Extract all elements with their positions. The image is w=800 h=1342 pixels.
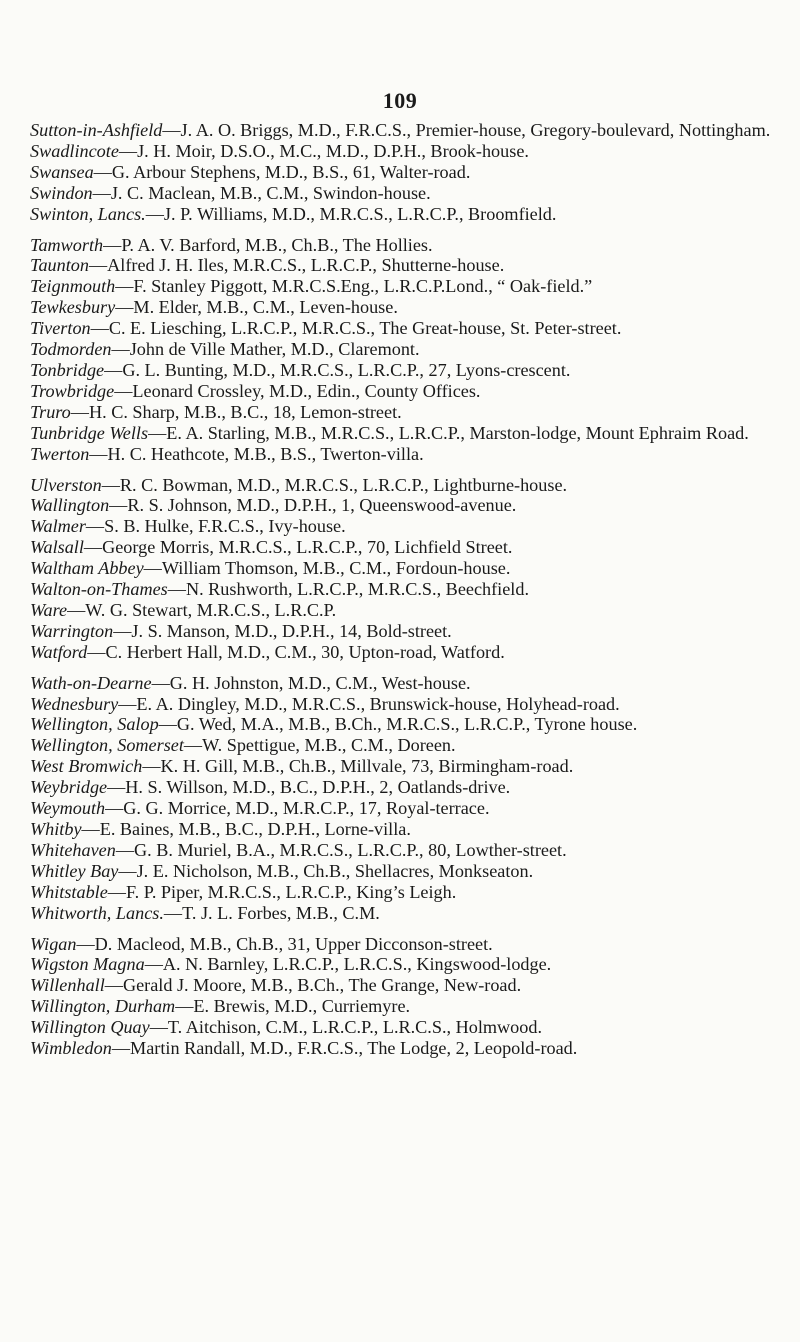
- directory-entry: [30, 903, 775, 924]
- page-number: 109: [382, 88, 418, 113]
- entry-separator: —: [144, 954, 163, 975]
- directory-entry: [30, 204, 775, 225]
- entry-details: H. S. Willson, M.D., B.C., D.P.H., 2, Oatlands-drive.: [125, 777, 511, 798]
- entry-details: G. Wed, M.A., M.B., B.Ch., M.R.C.S., L.R.C.P., Tyrone house.: [176, 714, 638, 735]
- directory-entry: [30, 276, 775, 297]
- entry-place: Wath-on-Dearne: [30, 672, 152, 693]
- directory-entry: [30, 756, 775, 777]
- directory-entry: [30, 735, 775, 756]
- entry-details: J. S. Manson, M.D., D.P.H., 14, Bold-street.: [131, 620, 452, 641]
- entry-place: Tonbridge: [30, 359, 105, 380]
- entry-separator: —: [115, 276, 134, 297]
- directory-entry: [30, 495, 775, 516]
- entry-place: Whitstable: [30, 881, 108, 902]
- entry-details: T. J. L. Forbes, M.B., C.M.: [182, 902, 380, 923]
- directory-entry: [30, 402, 775, 423]
- entry-details: F. P. Piper, M.R.C.S., L.R.C.P., King’s Leigh.: [125, 881, 457, 902]
- entry-place: Tamworth: [30, 234, 104, 255]
- entry-details: Alfred J. H. Iles, M.R.C.S., L.R.C.P., Shutterne-house.: [107, 255, 505, 276]
- entry-place: Wigston Magna: [30, 954, 145, 975]
- directory-entry: [30, 120, 775, 141]
- entry-details: E. A. Dingley, M.D., M.R.C.S., Brunswick-house, Holyhead-road.: [136, 693, 620, 714]
- entry-separator: —: [118, 140, 138, 161]
- directory-entry: [30, 840, 775, 861]
- entry-details: C. E. Liesching, L.R.C.P., M.R.C.S., The Great-house, St. Peter-street.: [108, 318, 622, 339]
- entry-place: Walton-on-Thames: [30, 579, 168, 600]
- entry-place: Swansea: [30, 161, 94, 182]
- directory-entry: [30, 798, 775, 819]
- entry-place: Todmorden: [30, 339, 112, 360]
- entry-place: Wednesbury: [30, 693, 119, 714]
- entry-separator: —: [90, 318, 109, 339]
- directory-entry: [30, 381, 775, 402]
- directory-entry: [30, 558, 775, 579]
- entry-place: Weybridge: [30, 777, 108, 798]
- entry-place: Whitworth, Lancs.: [30, 902, 164, 923]
- entry-place: West Bromwich: [30, 756, 143, 777]
- entry-separator: —: [158, 714, 177, 735]
- entry-place: Watford: [30, 641, 88, 662]
- entry-separator: —: [175, 996, 194, 1017]
- entry-details: J. E. Nicholson, M.B., Ch.B., Shellacres, Monkseaton.: [136, 860, 534, 881]
- entry-details: J. H. Moir, D.S.O., M.C., M.D., D.P.H., Brook-house.: [137, 140, 529, 161]
- entry-details: Leonard Crossley, M.D., Edin., County Offices.: [132, 380, 481, 401]
- entry-details: E. A. Starling, M.B., M.R.C.S., L.R.C.P., Marston-lodge, Mount Ephraim Road.: [166, 422, 749, 443]
- entry-separator: —: [92, 182, 111, 203]
- entry-separator: —: [142, 756, 161, 777]
- entry-details: F. Stanley Piggott, M.R.C.S.Eng., L.R.C.P.Lond., “ Oak-field.”: [133, 276, 593, 297]
- directory-entry: [30, 537, 775, 558]
- entry-separator: —: [76, 933, 95, 954]
- directory-entry: [30, 694, 775, 715]
- directory-entry: [30, 1017, 775, 1038]
- entry-details: W. G. Stewart, M.R.C.S., L.R.C.P.: [85, 599, 337, 620]
- entry-separator: —: [113, 620, 132, 641]
- directory-entry: [30, 162, 775, 183]
- entry-separator: —: [114, 380, 133, 401]
- entry-details: G. L. Bunting, M.D., M.R.C.S., L.R.C.P., 27, Lyons-crescent.: [122, 359, 571, 380]
- entry-separator: —: [81, 819, 100, 839]
- entry-place: Whitby: [30, 819, 82, 839]
- entry-separator: —: [115, 839, 135, 860]
- directory-entry: [30, 423, 775, 444]
- entry-place: Walsall: [30, 537, 84, 558]
- directory-entry: [30, 673, 775, 694]
- entry-details: J. P. Williams, M.D., M.R.C.S., L.R.C.P., Broomfield.: [163, 203, 557, 224]
- directory-entry: [30, 600, 775, 621]
- directory-entry: [30, 954, 775, 975]
- directory-entry: [30, 255, 775, 276]
- entry-place: Tiverton: [30, 318, 91, 339]
- entry-separator: —: [115, 297, 134, 318]
- entry-separator: —: [85, 516, 105, 537]
- directory-entry: [30, 714, 775, 735]
- entry-separator: —: [88, 255, 108, 276]
- directory-list: [30, 120, 775, 1059]
- entry-place: Taunton: [30, 255, 89, 276]
- entry-separator: —: [183, 735, 203, 756]
- directory-entry: [30, 579, 775, 600]
- entry-separator: —: [104, 975, 123, 996]
- entry-separator: —: [105, 798, 124, 819]
- entry-separator: —: [104, 359, 123, 380]
- entry-details: G. B. Muriel, B.A., M.R.C.S., L.R.C.P., 80, Lowther-street.: [134, 839, 567, 860]
- entry-details: M. Elder, M.B., C.M., Leven-house.: [133, 297, 398, 318]
- entry-place: Willington, Durham: [30, 996, 176, 1017]
- entry-place: Twerton: [30, 443, 90, 464]
- directory-entry: [30, 621, 775, 642]
- entry-place: Whitley Bay: [30, 860, 119, 881]
- entry-separator: —: [83, 537, 103, 558]
- entry-details: A. N. Barnley, L.R.C.P., L.R.C.S., Kingswood-lodge.: [162, 954, 552, 975]
- entry-details: Martin Randall, M.D., F.R.C.S., The Lodge, 2, Leopold-road.: [130, 1038, 578, 1059]
- directory-entry: [30, 882, 775, 903]
- entry-details: G. G. Morrice, M.D., M.R.C.P., 17, Royal-terrace.: [123, 798, 490, 819]
- entry-place: Wellington, Salop: [30, 714, 159, 735]
- entry-place: Sutton-in-Ashfield: [30, 120, 163, 140]
- entry-details: C. Herbert Hall, M.D., C.M., 30, Upton-road, Watford.: [105, 641, 505, 662]
- directory-entry: [30, 183, 775, 204]
- entry-place: Truro: [30, 401, 71, 422]
- entry-separator: —: [167, 579, 186, 600]
- entry-place: Swadlincote: [30, 140, 119, 161]
- entry-separator: —: [109, 495, 128, 516]
- entry-details: D. Macleod, M.B., Ch.B., 31, Upper Dicconson-street.: [94, 933, 493, 954]
- directory-entry: [30, 819, 775, 840]
- entry-place: Swinton, Lancs.: [30, 203, 146, 224]
- entry-details: N. Rushworth, L.R.C.P., M.R.C.S., Beechfield.: [185, 579, 530, 600]
- directory-entry: [30, 516, 775, 537]
- entry-place: Waltham Abbey: [30, 558, 144, 579]
- entry-details: W. Spettigue, M.B., C.M., Doreen.: [202, 735, 456, 756]
- directory-entry: [30, 235, 775, 256]
- entry-place: Ware: [30, 599, 68, 620]
- entry-details: Gerald J. Moore, M.B., B.Ch., The Grange, New-road.: [122, 975, 522, 996]
- directory-entry: [30, 297, 775, 318]
- directory-entry: [30, 934, 775, 955]
- entry-separator: —: [149, 1017, 168, 1038]
- entry-details: George Morris, M.R.C.S., L.R.C.P., 70, Lichfield Street.: [102, 537, 513, 558]
- entry-separator: —: [162, 120, 181, 140]
- entry-separator: —: [143, 558, 162, 579]
- entry-details: R. C. Bowman, M.D., M.R.C.S., L.R.C.P., Lightburne-house.: [119, 474, 568, 495]
- entry-separator: —: [163, 902, 183, 923]
- directory-entry: [30, 642, 775, 663]
- directory-entry: [30, 861, 775, 882]
- entry-separator: —: [70, 401, 89, 422]
- entry-place: Weymouth: [30, 798, 106, 819]
- entry-separator: —: [145, 203, 164, 224]
- directory-entry: [30, 475, 775, 496]
- entry-details: E. Baines, M.B., B.C., D.P.H., Lorne-villa.: [99, 819, 411, 839]
- directory-entry: [30, 339, 775, 360]
- entry-separator: —: [107, 777, 126, 798]
- entry-place: Trowbridge: [30, 380, 115, 401]
- entry-separator: —: [67, 599, 86, 620]
- entry-place: Wimbledon: [30, 1038, 112, 1059]
- directory-entry: [30, 444, 775, 465]
- directory-entry: [30, 777, 775, 798]
- directory-entry: [30, 360, 775, 381]
- entry-place: Walmer: [30, 516, 86, 537]
- directory-entry: [30, 1038, 775, 1059]
- entry-place: Whitehaven: [30, 839, 116, 860]
- entry-details: S. B. Hulke, F.R.C.S., Ivy-house.: [104, 516, 346, 537]
- entry-place: Willenhall: [30, 975, 105, 996]
- entry-details: H. C. Sharp, M.B., B.C., 18, Lemon-street.: [88, 401, 402, 422]
- entry-separator: —: [93, 161, 112, 182]
- entry-details: G. Arbour Stephens, M.D., B.S., 61, Walter-road.: [111, 161, 471, 182]
- entry-details: H. C. Heathcote, M.B., B.S., Twerton-villa.: [107, 443, 424, 464]
- entry-separator: —: [118, 860, 137, 881]
- directory-entry: [30, 996, 775, 1017]
- entry-details: J. C. Maclean, M.B., C.M., Swindon-house.: [110, 182, 431, 203]
- entry-separator: —: [111, 1038, 131, 1059]
- entry-place: Swindon: [30, 182, 93, 203]
- entry-separator: —: [89, 443, 108, 464]
- entry-separator: —: [87, 641, 106, 662]
- directory-entry: [30, 975, 775, 996]
- entry-place: Wigan: [30, 933, 77, 954]
- directory-entry: [30, 141, 775, 162]
- entry-separator: —: [103, 234, 122, 255]
- directory-entry: [30, 318, 775, 339]
- entry-place: Teignmouth: [30, 276, 116, 297]
- entry-details: K. H. Gill, M.B., Ch.B., Millvale, 73, Birmingham-road.: [160, 756, 574, 777]
- entry-separator: —: [151, 672, 170, 693]
- entry-separator: —: [118, 693, 137, 714]
- entry-separator: —: [148, 422, 167, 443]
- entry-place: Warrington: [30, 620, 114, 641]
- entry-details: E. Brewis, M.D., Curriemyre.: [193, 996, 411, 1017]
- entry-place: Tewkesbury: [30, 297, 116, 318]
- entry-details: T. Aitchison, C.M., L.R.C.P., L.R.C.S., Holmwood.: [167, 1017, 542, 1038]
- entry-separator: —: [107, 881, 126, 902]
- entry-place: Ulverston: [30, 474, 102, 495]
- entry-place: Willington Quay: [30, 1017, 150, 1038]
- entry-details: P. A. V. Barford, M.B., Ch.B., The Hollies.: [121, 234, 433, 255]
- entry-separator: —: [111, 339, 130, 360]
- entry-details: G. H. Johnston, M.D., C.M., West-house.: [169, 672, 471, 693]
- entry-details: J. A. O. Briggs, M.D., F.R.C.S., Premier-house, Gregory-boulevard, Nottingham.: [180, 120, 771, 140]
- entry-separator: —: [101, 474, 120, 495]
- entry-place: Wallington: [30, 495, 110, 516]
- entry-place: Wellington, Somerset: [30, 735, 184, 756]
- entry-place: Tunbridge Wells: [30, 422, 149, 443]
- entry-details: William Thomson, M.B., C.M., Fordoun-house.: [161, 558, 511, 579]
- entry-details: John de Ville Mather, M.D., Claremont.: [129, 339, 420, 360]
- entry-details: R. S. Johnson, M.D., D.P.H., 1, Queenswood-avenue.: [127, 495, 517, 516]
